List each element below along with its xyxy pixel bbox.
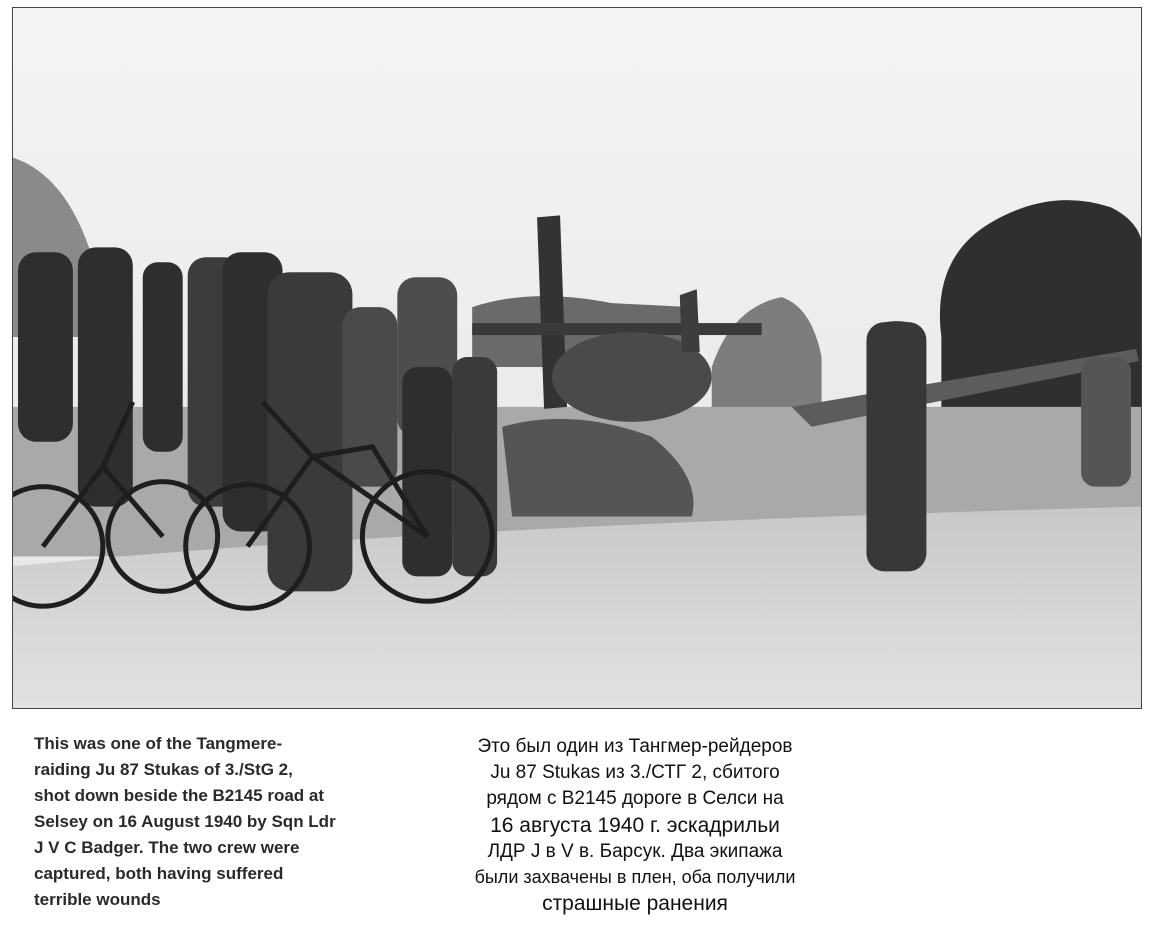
soldier [1081, 357, 1131, 487]
caption-line: страшные ранения [542, 892, 728, 915]
caption-english [34, 731, 394, 913]
caption-line: были захвачены в плен, оба получили [474, 867, 796, 887]
caption-russian [440, 734, 830, 918]
helmet [874, 321, 918, 337]
second-fin [680, 289, 700, 352]
person [18, 252, 73, 441]
caption-line: This was one of the Tangmere- [34, 734, 283, 753]
soldier [866, 322, 926, 571]
caption-line: shot down beside the B2145 road at [34, 786, 325, 805]
photograph [12, 7, 1142, 709]
caption-line: 16 августа 1940 г. эскадрильи [490, 814, 780, 837]
wrecked-aircraft-photo [13, 8, 1141, 708]
caption-line: ЛДР J в V в. Барсук. Два экипажа [487, 841, 783, 862]
caption-line: captured, both having suffered [34, 864, 284, 883]
person [143, 262, 183, 451]
caption-line: Это был один из Тангмер-рейдеров [477, 736, 793, 757]
caption-line: J V C Badger. The two crew were [34, 838, 300, 857]
caption-line: рядом с B2145 дороге в Селси на [486, 788, 784, 809]
person [342, 307, 397, 486]
caption-line: raiding Ju 87 Stukas of 3./StG 2, [34, 760, 293, 779]
caption-line: Ju 87 Stukas из 3./СТГ 2, сбитого [490, 762, 780, 783]
caption-line: terrible wounds [34, 890, 161, 909]
caption-line: Selsey on 16 August 1940 by Sqn Ldr [34, 812, 336, 831]
